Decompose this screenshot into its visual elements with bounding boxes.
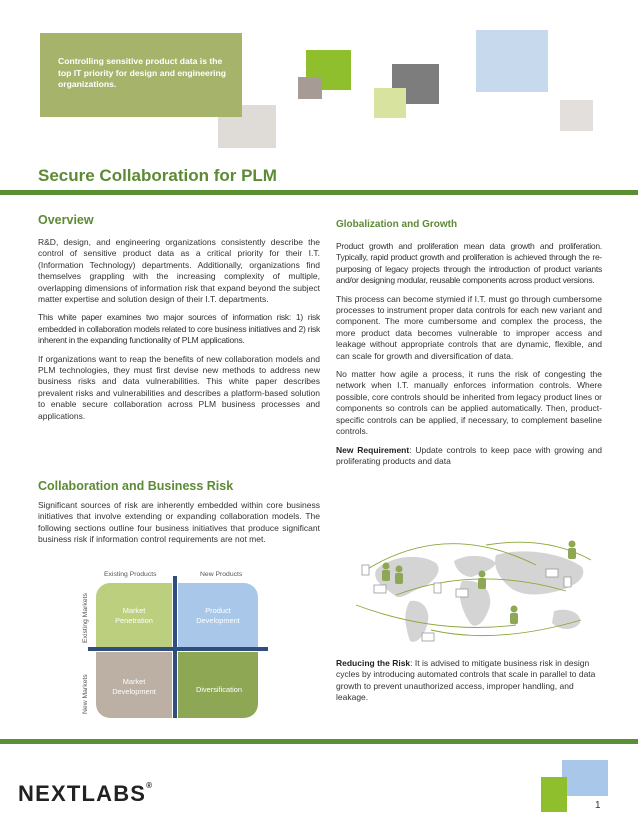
collab-body <box>38 500 320 553</box>
matrix-cross-horizontal <box>88 647 268 651</box>
reducing-risk-text: : It is advised to mitigate business risk in design cycles by introducing automated controls that scale in parallel to data growth to prevent unauthorized access, improper handling, and leakage. <box>336 658 596 703</box>
decor-square <box>541 777 567 812</box>
title-rule <box>0 190 638 195</box>
overview-paragraph: This white paper examines two major sources of information risk: 1) risk embedded in collaboration models related to core business initiatives and 2) risk inherent in the expanding functionality of PLM applications. <box>38 312 320 346</box>
decor-square <box>562 760 608 796</box>
decor-square <box>560 100 593 131</box>
collab-heading: Collaboration and Business Risk <box>38 479 234 493</box>
globalization-paragraph: Product growth and proliferation mean data growth and proliferation. Typically, rapid product growth and proliferation is achieved through the re-purposing of legacy projects through the introduction of product variants and/or designing modular, reusable components across product versions. <box>336 241 602 286</box>
globalization-heading: Globalization and Growth <box>336 219 458 230</box>
page-number: 1 <box>595 800 601 811</box>
axis-label-new-markets: New Markets <box>82 674 89 714</box>
decor-square <box>374 88 406 118</box>
decor-square <box>298 77 322 99</box>
quadrant-label: Market Development <box>112 677 156 696</box>
axis-label-existing-markets: Existing Markets <box>82 593 89 643</box>
reducing-risk-lead: Reducing the Risk <box>336 658 411 668</box>
quadrant-label: Market Penetration <box>115 606 153 625</box>
overview-heading: Overview <box>38 213 94 227</box>
new-requirement-text: : Update controls to keep pace with growing and proliferating products and data <box>336 444 602 466</box>
reducing-risk-paragraph <box>336 658 604 704</box>
ansoff-matrix <box>80 568 270 718</box>
collab-paragraph: Significant sources of risk are inherently embedded within core business initiatives that involve extending or expanding collaboration models. The following sections outline four business initiatives that produce significant business risk if information control requirements are not met. <box>38 500 320 545</box>
new-requirement-lead: New Requirement <box>336 444 410 455</box>
logo-registered-mark: ® <box>146 781 154 790</box>
logo-wordmark: NEXTLABS <box>18 781 147 806</box>
axis-label-existing-products: Existing Products <box>104 571 157 578</box>
axis-label-new-products: New Products <box>200 571 243 578</box>
quadrant-label: Diversification <box>195 685 242 694</box>
new-requirement <box>336 445 602 468</box>
nextlabs-logo <box>18 781 153 807</box>
globalization-body <box>336 241 602 474</box>
reducing-risk-block <box>336 658 604 711</box>
quadrant-label: Product Development <box>196 606 240 625</box>
overview-paragraph: If organizations want to reap the benefits of new collaboration models and PLM technologies, they must first devise new methods to address new business risks and data vulnerabilities. This white paper describes prevalent risks and vulnerabilities and describes a platform-based solution to enable secure collaboration across PLM business processes and applications. <box>38 353 320 421</box>
header-callout: Controlling sensitive product data is the top IT priority for design and engineering organizations. <box>40 33 242 117</box>
page-title: Secure Collaboration for PLM <box>38 166 277 185</box>
globalization-paragraph: This process can become stymied if I.T. must go through cumbersome processes to instrument proper data controls for each new variant and component. The more cumbersome and complex the process, the more product data becomes vulnerable to improper access and leakage without appropriate controls that are dynamic, flexible, and can scale for growth and diversification of data. <box>336 293 602 361</box>
overview-paragraph: R&D, design, and engineering organizations consistently describe the control of sensitive product data as a critical priority for their I.T. (Information Technology) departments. Additionally, organizations find themselves grappling with the increasing complexity of multiple, overlapping dimensions of information risk that expand beyond the subject matter expertise and solution design of their I.T. departments. <box>38 237 320 305</box>
globalization-paragraph: No matter how agile a process, it runs the risk of congesting the network when I.T. manually enforces information controls. Where possible, core controls should be inherited from legacy product lines or components so controls can be applied automatically. Then, product-specific controls can be applied, if necessary, to complement baseline controls. <box>336 369 602 437</box>
footer-rule <box>0 739 638 744</box>
overview-body <box>38 237 320 429</box>
world-map-illustration <box>336 525 606 650</box>
decor-square <box>476 30 548 92</box>
